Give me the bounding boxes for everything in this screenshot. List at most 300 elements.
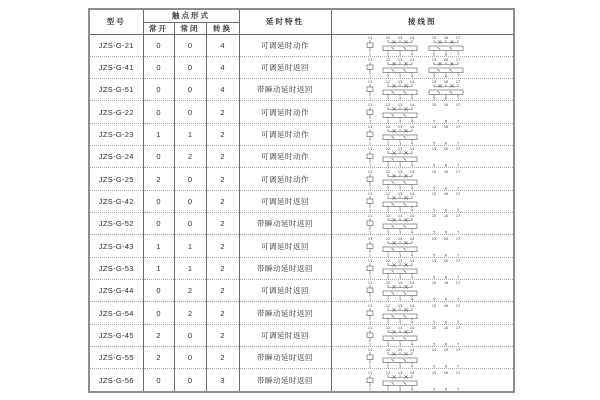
svg-text:13: 13 [397,124,403,129]
svg-text:5: 5 [433,186,436,190]
svg-text:3: 3 [399,208,402,212]
changeover-cell: 2 [206,235,239,257]
svg-text:16: 16 [443,57,449,62]
svg-text:6: 6 [445,253,448,257]
normally-open-cell: 0 [143,56,174,78]
svg-text:17: 17 [455,35,461,40]
svg-text:1: 1 [369,320,372,324]
table-row [89,280,514,302]
svg-text:15: 15 [431,80,437,85]
changeover-cell: 4 [206,79,239,101]
svg-text:5: 5 [433,364,436,369]
table-row [89,235,514,257]
normally-closed-cell: 1 [174,235,206,257]
svg-text:6: 6 [445,163,448,168]
svg-text:7: 7 [457,275,460,279]
svg-text:7: 7 [457,230,460,235]
table-row [89,34,514,56]
svg-text:1: 1 [369,387,372,391]
svg-text:7: 7 [457,297,460,302]
normally-open-cell: 1 [143,123,174,145]
svg-text:13: 13 [397,236,403,241]
svg-text:4: 4 [411,141,414,145]
svg-text:1: 1 [369,342,372,346]
svg-text:14: 14 [409,35,415,40]
wiring-cell [331,235,514,257]
svg-text:2: 2 [387,275,390,279]
normally-open-cell: 0 [143,34,174,56]
svg-text:4: 4 [411,230,414,235]
svg-text:17: 17 [455,258,461,263]
svg-text:6: 6 [445,320,448,324]
wiring-diagram [364,280,480,301]
svg-text:14: 14 [409,147,415,152]
svg-text:6: 6 [445,96,448,101]
svg-text:16: 16 [443,191,449,196]
table-row [89,302,514,324]
svg-text:17: 17 [455,370,461,375]
svg-text:7: 7 [457,186,460,190]
svg-text:12: 12 [385,169,391,174]
changeover-cell: 2 [206,101,239,123]
svg-text:14: 14 [409,169,415,174]
wiring-cell [331,347,514,369]
model-cell: JZS-G-51 [89,79,143,101]
normally-open-cell: 0 [143,302,174,324]
delay-cell: 可调延时返回 [239,324,331,346]
svg-text:3: 3 [399,275,402,279]
svg-text:6: 6 [445,74,448,78]
svg-text:6: 6 [445,342,448,346]
wiring-diagram [364,213,480,234]
model-cell: JZS-G-23 [89,123,143,145]
svg-text:5: 5 [433,275,436,279]
svg-text:15: 15 [431,169,437,174]
svg-text:11: 11 [367,214,373,219]
table-row [89,257,514,279]
svg-text:16: 16 [443,147,449,152]
wiring-cell [331,280,514,302]
svg-text:16: 16 [443,370,449,375]
svg-text:12: 12 [385,348,391,353]
wiring-diagram [364,146,480,167]
wiring-diagram [364,57,480,78]
svg-text:6: 6 [445,141,448,145]
normally-closed-cell: 0 [174,213,206,235]
svg-text:3: 3 [399,163,402,168]
table-row [89,79,514,101]
wiring-diagram [364,347,480,368]
svg-text:2: 2 [387,74,390,78]
svg-text:7: 7 [457,364,460,369]
svg-text:5: 5 [433,119,436,123]
model-cell: JZS-G-55 [89,347,143,369]
svg-text:12: 12 [385,370,391,375]
svg-text:3: 3 [399,186,402,190]
svg-text:2: 2 [387,230,390,235]
svg-text:2: 2 [387,364,390,369]
svg-text:11: 11 [367,325,373,330]
svg-text:4: 4 [411,364,414,369]
svg-text:15: 15 [431,281,437,286]
svg-text:3: 3 [399,96,402,101]
svg-text:11: 11 [367,303,373,308]
header-wiring: 接线图 [331,9,514,34]
svg-text:17: 17 [455,80,461,85]
svg-text:17: 17 [455,57,461,62]
svg-text:14: 14 [409,80,415,85]
svg-text:1: 1 [369,364,372,369]
changeover-cell: 2 [206,347,239,369]
svg-text:11: 11 [367,35,373,40]
wiring-cell [331,34,514,56]
svg-text:4: 4 [411,275,414,279]
svg-text:17: 17 [455,236,461,241]
svg-text:6: 6 [445,275,448,279]
svg-text:7: 7 [457,253,460,257]
svg-text:15: 15 [431,124,437,129]
delay-cell: 可调延时动作 [239,123,331,145]
svg-text:12: 12 [385,303,391,308]
delay-cell: 带瞬动延时返回 [239,302,331,324]
svg-text:3: 3 [399,364,402,369]
model-cell: JZS-G-44 [89,280,143,302]
delay-cell: 带瞬动延时返回 [239,347,331,369]
svg-text:16: 16 [443,258,449,263]
svg-text:4: 4 [411,74,414,78]
svg-text:16: 16 [443,325,449,330]
svg-text:14: 14 [409,348,415,353]
wiring-cell [331,146,514,168]
svg-text:13: 13 [397,348,403,353]
model-cell: JZS-G-41 [89,56,143,78]
normally-closed-cell: 0 [174,324,206,346]
svg-text:4: 4 [411,253,414,257]
svg-text:12: 12 [385,124,391,129]
svg-text:12: 12 [385,236,391,241]
svg-text:3: 3 [399,342,402,346]
svg-text:13: 13 [397,191,403,196]
model-cell: JZS-G-22 [89,101,143,123]
svg-text:7: 7 [457,320,460,324]
svg-text:6: 6 [445,297,448,302]
table-row [89,168,514,190]
normally-open-cell: 0 [143,146,174,168]
svg-text:2: 2 [387,297,390,302]
svg-text:16: 16 [443,303,449,308]
svg-text:5: 5 [433,141,436,145]
svg-text:14: 14 [409,214,415,219]
svg-text:13: 13 [397,35,403,40]
svg-text:2: 2 [387,208,390,212]
svg-text:3: 3 [399,387,402,391]
svg-text:3: 3 [399,230,402,235]
svg-text:6: 6 [445,208,448,212]
svg-text:1: 1 [369,119,372,123]
svg-text:3: 3 [399,297,402,302]
table-row [89,123,514,145]
changeover-cell: 2 [206,302,239,324]
svg-text:12: 12 [385,214,391,219]
svg-text:1: 1 [369,253,372,257]
svg-text:14: 14 [409,236,415,241]
table-row [89,101,514,123]
svg-text:3: 3 [399,320,402,324]
svg-text:13: 13 [397,102,403,107]
svg-text:13: 13 [397,80,403,85]
model-cell: JZS-G-42 [89,190,143,212]
wiring-cell [331,123,514,145]
wiring-diagram [364,35,480,56]
svg-text:5: 5 [433,163,436,168]
delay-cell: 可调延时动作 [239,101,331,123]
svg-text:2: 2 [387,342,390,346]
svg-text:4: 4 [411,342,414,346]
svg-text:15: 15 [431,102,437,107]
wiring-cell [331,190,514,212]
svg-text:16: 16 [443,348,449,353]
svg-text:17: 17 [455,303,461,308]
header-normally-closed: 常闭 [174,22,206,34]
header-changeover: 转换 [206,22,239,34]
svg-text:12: 12 [385,191,391,196]
normally-open-cell: 1 [143,235,174,257]
normally-closed-cell: 0 [174,347,206,369]
svg-text:7: 7 [457,342,460,346]
svg-text:12: 12 [385,258,391,263]
svg-text:7: 7 [457,119,460,123]
svg-text:12: 12 [385,57,391,62]
svg-text:14: 14 [409,124,415,129]
svg-text:13: 13 [397,303,403,308]
svg-text:12: 12 [385,35,391,40]
delay-cell: 带瞬动延时返回 [239,79,331,101]
model-cell: JZS-G-52 [89,213,143,235]
svg-text:14: 14 [409,191,415,196]
table-row [89,190,514,212]
normally-open-cell: 0 [143,369,174,392]
svg-text:6: 6 [445,186,448,190]
svg-text:1: 1 [369,74,372,78]
header-model: 型号 [89,9,143,34]
wiring-cell [331,79,514,101]
svg-text:4: 4 [411,52,414,56]
table-body [89,34,514,392]
normally-closed-cell: 0 [174,79,206,101]
svg-text:16: 16 [443,124,449,129]
svg-text:3: 3 [399,253,402,257]
svg-text:6: 6 [445,387,448,391]
normally-open-cell: 0 [143,190,174,212]
normally-closed-cell: 0 [174,168,206,190]
svg-text:2: 2 [387,320,390,324]
svg-text:7: 7 [457,163,460,168]
wiring-cell [331,56,514,78]
changeover-cell: 2 [206,168,239,190]
svg-text:11: 11 [367,147,373,152]
svg-text:11: 11 [367,169,373,174]
normally-closed-cell: 2 [174,280,206,302]
svg-text:5: 5 [433,320,436,324]
svg-text:17: 17 [455,214,461,219]
svg-text:3: 3 [399,74,402,78]
svg-text:11: 11 [367,236,373,241]
svg-text:17: 17 [455,325,461,330]
header-contact-form: 触点形式 [143,9,239,22]
svg-text:12: 12 [385,102,391,107]
svg-text:11: 11 [367,102,373,107]
wiring-cell [331,257,514,279]
normally-open-cell: 2 [143,347,174,369]
svg-text:2: 2 [387,96,390,101]
svg-text:13: 13 [397,325,403,330]
svg-text:1: 1 [369,52,372,56]
svg-text:2: 2 [387,186,390,190]
svg-text:15: 15 [431,348,437,353]
svg-text:13: 13 [397,258,403,263]
svg-text:13: 13 [397,370,403,375]
svg-text:16: 16 [443,214,449,219]
model-cell: JZS-G-25 [89,168,143,190]
table-row [89,56,514,78]
svg-text:11: 11 [367,348,373,353]
wiring-diagram [364,169,480,190]
svg-text:5: 5 [433,52,436,56]
svg-text:4: 4 [411,119,414,123]
svg-text:5: 5 [433,342,436,346]
svg-text:17: 17 [455,281,461,286]
svg-text:15: 15 [431,147,437,152]
svg-text:14: 14 [409,258,415,263]
wiring-cell [331,302,514,324]
svg-text:5: 5 [433,297,436,302]
delay-cell: 可调延时动作 [239,34,331,56]
model-cell: JZS-G-21 [89,34,143,56]
changeover-cell: 4 [206,34,239,56]
svg-text:1: 1 [369,96,372,101]
table-row [89,369,514,392]
normally-closed-cell: 0 [174,369,206,392]
normally-open-cell: 0 [143,79,174,101]
svg-text:13: 13 [397,147,403,152]
changeover-cell: 2 [206,280,239,302]
normally-open-cell: 1 [143,257,174,279]
svg-text:15: 15 [431,236,437,241]
model-cell: JZS-G-56 [89,369,143,392]
svg-text:5: 5 [433,208,436,212]
changeover-cell: 4 [206,56,239,78]
changeover-cell: 2 [206,257,239,279]
svg-text:5: 5 [433,387,436,391]
svg-text:7: 7 [457,96,460,101]
svg-text:15: 15 [431,35,437,40]
svg-text:12: 12 [385,80,391,85]
svg-text:17: 17 [455,102,461,107]
delay-cell: 带瞬动延时返回 [239,257,331,279]
wiring-diagram [364,102,480,123]
svg-text:4: 4 [411,297,414,302]
svg-text:5: 5 [433,253,436,257]
svg-text:6: 6 [445,52,448,56]
svg-text:5: 5 [433,96,436,101]
wiring-cell [331,369,514,392]
wiring-cell [331,213,514,235]
wiring-diagram [364,191,480,212]
svg-text:6: 6 [445,364,448,369]
changeover-cell: 2 [206,213,239,235]
svg-text:6: 6 [445,230,448,235]
svg-text:16: 16 [443,102,449,107]
svg-text:7: 7 [457,74,460,78]
header-normally-open: 常开 [143,22,174,34]
svg-text:14: 14 [409,370,415,375]
wiring-diagram [364,303,480,324]
wiring-cell [331,324,514,346]
normally-closed-cell: 0 [174,34,206,56]
svg-text:13: 13 [397,169,403,174]
svg-text:13: 13 [397,57,403,62]
svg-text:4: 4 [411,208,414,212]
header-delay: 延时特性 [239,9,331,34]
changeover-cell: 2 [206,123,239,145]
svg-text:1: 1 [369,230,372,235]
svg-text:2: 2 [387,52,390,56]
svg-text:4: 4 [411,387,414,391]
svg-text:1: 1 [369,275,372,279]
svg-text:1: 1 [369,297,372,302]
svg-text:6: 6 [445,119,448,123]
svg-text:11: 11 [367,281,373,286]
normally-closed-cell: 2 [174,146,206,168]
delay-cell: 带瞬动延时返回 [239,369,331,392]
svg-text:17: 17 [455,169,461,174]
normally-closed-cell: 0 [174,190,206,212]
normally-open-cell: 0 [143,280,174,302]
table-row [89,213,514,235]
svg-text:12: 12 [385,281,391,286]
svg-text:16: 16 [443,169,449,174]
svg-text:14: 14 [409,281,415,286]
svg-text:15: 15 [431,370,437,375]
model-cell: JZS-G-54 [89,302,143,324]
svg-text:12: 12 [385,325,391,330]
wiring-diagram [364,236,480,257]
svg-text:15: 15 [431,214,437,219]
delay-cell: 可调延时返回 [239,190,331,212]
normally-closed-cell: 1 [174,257,206,279]
svg-text:17: 17 [455,348,461,353]
svg-text:15: 15 [431,325,437,330]
svg-text:4: 4 [411,320,414,324]
wiring-cell [331,168,514,190]
svg-text:17: 17 [455,147,461,152]
model-cell: JZS-G-24 [89,146,143,168]
normally-closed-cell: 0 [174,56,206,78]
svg-text:3: 3 [399,119,402,123]
svg-text:14: 14 [409,325,415,330]
svg-text:11: 11 [367,80,373,85]
svg-text:11: 11 [367,57,373,62]
svg-text:11: 11 [367,124,373,129]
svg-text:16: 16 [443,281,449,286]
wiring-diagram [364,124,480,145]
model-cell: JZS-G-45 [89,324,143,346]
svg-text:14: 14 [409,303,415,308]
svg-text:4: 4 [411,96,414,101]
svg-text:4: 4 [411,163,414,168]
wiring-diagram [364,258,480,279]
svg-text:2: 2 [387,119,390,123]
